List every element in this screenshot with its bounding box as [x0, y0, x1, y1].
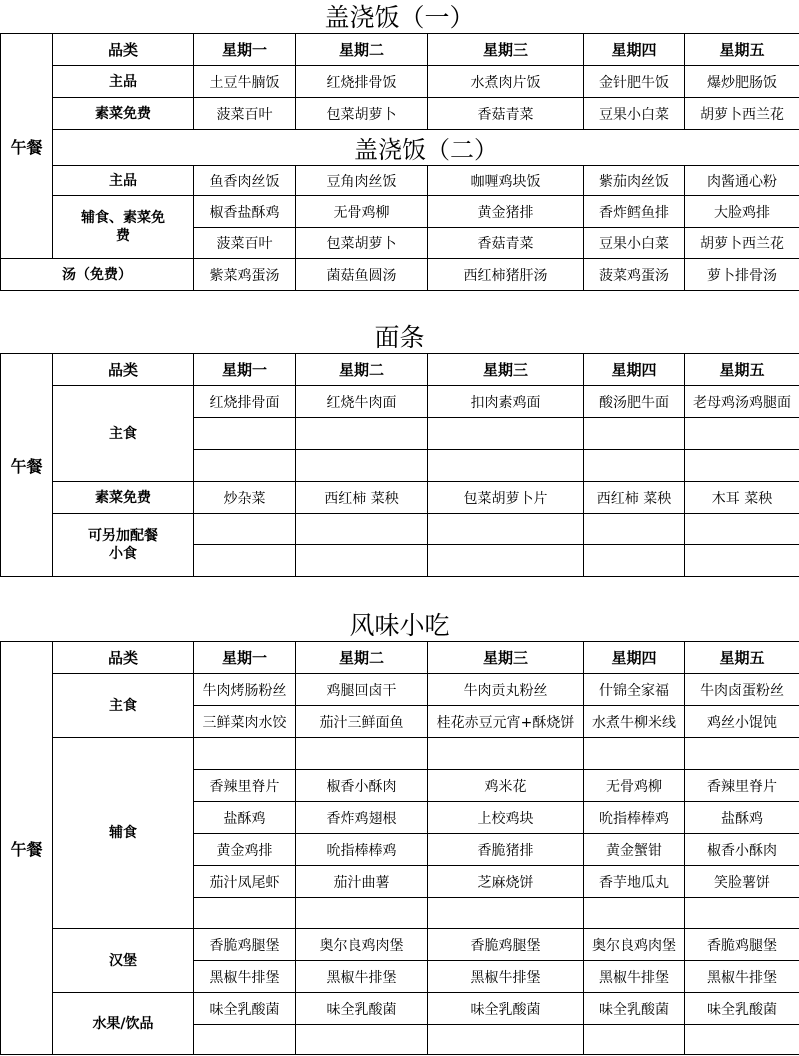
menu-cell: 椒香小酥肉 — [296, 770, 428, 802]
noodles-title: 面条 — [374, 323, 425, 352]
menu-cell — [685, 418, 799, 450]
menu-cell: 上校鸡块 — [428, 802, 584, 834]
menu-cell: 咖喱鸡块饭 — [428, 166, 584, 196]
row-label: 辅食 — [53, 738, 194, 929]
menu-cell: 鱼香肉丝饭 — [194, 166, 296, 196]
menu-cell: 芝麻烧饼 — [428, 866, 584, 898]
header-wednesday: 星期三 — [428, 642, 584, 674]
menu-cell: 无骨鸡柳 — [584, 770, 685, 802]
menu-cell: 香脆鸡腿堡 — [685, 929, 799, 961]
menu-cell: 肉酱通心粉 — [685, 166, 799, 196]
menu-cell: 水煮牛柳米线 — [584, 706, 685, 738]
menu-cell: 味全乳酸菌 — [685, 993, 799, 1025]
menu-cell: 香菇青菜 — [428, 98, 584, 130]
menu-cell: 包菜胡萝卜片 — [428, 482, 584, 514]
header-tuesday: 星期二 — [296, 642, 428, 674]
header-wednesday: 星期三 — [428, 34, 584, 66]
menu-cell — [428, 545, 584, 577]
menu-cell: 盐酥鸡 — [194, 802, 296, 834]
menu-cell: 茄汁三鲜面鱼 — [296, 706, 428, 738]
menu-cell: 鸡腿回卤干 — [296, 674, 428, 706]
menu-cell: 黑椒牛排堡 — [194, 961, 296, 993]
menu-cell: 金针肥牛饭 — [584, 66, 685, 98]
menu-cell: 萝卜排骨汤 — [685, 259, 799, 291]
menu-cell: 香辣里脊片 — [194, 770, 296, 802]
header-category: 品类 — [53, 354, 194, 386]
menu-cell: 牛肉贡丸粉丝 — [428, 674, 584, 706]
menu-cell: 菌菇鱼圆汤 — [296, 259, 428, 291]
header-friday: 星期五 — [685, 34, 799, 66]
menu-cell: 西红柿 菜秧 — [296, 482, 428, 514]
header-monday: 星期一 — [194, 34, 296, 66]
menu-cell: 味全乳酸菌 — [428, 993, 584, 1025]
row-label: 主食 — [53, 386, 194, 482]
header-monday: 星期一 — [194, 354, 296, 386]
menu-cell — [584, 545, 685, 577]
header-tuesday: 星期二 — [296, 354, 428, 386]
menu-cell: 香芋地瓜丸 — [584, 866, 685, 898]
header-category: 品类 — [53, 642, 194, 674]
menu-cell: 牛肉烤肠粉丝 — [194, 674, 296, 706]
menu-cell: 味全乳酸菌 — [296, 993, 428, 1025]
menu-cell: 豆果小白菜 — [584, 228, 685, 259]
snacks-table — [0, 641, 799, 1055]
menu-cell: 紫茄肉丝饭 — [584, 166, 685, 196]
menu-cell — [296, 898, 428, 929]
menu-cell: 桂花赤豆元宵+酥烧饼 — [428, 706, 584, 738]
gaijiao-table — [0, 33, 799, 291]
menu-cell: 菠菜鸡蛋汤 — [584, 259, 685, 291]
menu-cell — [584, 514, 685, 545]
menu-cell: 黄金猪排 — [428, 196, 584, 228]
menu-cell — [194, 450, 296, 482]
menu-cell: 西红柿猪肝汤 — [428, 259, 584, 291]
menu-cell — [296, 450, 428, 482]
menu-cell — [685, 738, 799, 770]
menu-cell — [584, 738, 685, 770]
menu-cell: 香炸鳕鱼排 — [584, 196, 685, 228]
menu-cell: 菠菜百叶 — [194, 228, 296, 259]
header-category: 品类 — [53, 34, 194, 66]
menu-cell: 三鲜菜肉水饺 — [194, 706, 296, 738]
side-label-text: 辅食、素菜免费 — [81, 210, 165, 244]
noodles-table — [0, 353, 799, 577]
menu-cell: 牛肉卤蛋粉丝 — [685, 674, 799, 706]
gaijiao1-title: 盖浇饭（一） — [324, 3, 475, 32]
menu-cell: 爆炒肥肠饭 — [685, 66, 799, 98]
menu-cell: 豆角肉丝饭 — [296, 166, 428, 196]
row-label: 素菜免费 — [53, 98, 194, 130]
menu-cell: 水煮肉片饭 — [428, 66, 584, 98]
lunch-label: 午餐 — [1, 642, 53, 1055]
header-wednesday: 星期三 — [428, 354, 584, 386]
menu-cell: 大脸鸡排 — [685, 196, 799, 228]
lunch-label: 午餐 — [1, 34, 53, 259]
menu-cell: 鸡丝小馄饨 — [685, 706, 799, 738]
menu-cell: 黑椒牛排堡 — [584, 961, 685, 993]
menu-cell — [584, 450, 685, 482]
soup-label: 汤（免费） — [1, 259, 194, 291]
header-thursday: 星期四 — [584, 642, 685, 674]
header-friday: 星期五 — [685, 354, 799, 386]
menu-cell: 黑椒牛排堡 — [685, 961, 799, 993]
menu-cell: 紫菜鸡蛋汤 — [194, 259, 296, 291]
menu-cell: 木耳 菜秧 — [685, 482, 799, 514]
menu-cell: 豆果小白菜 — [584, 98, 685, 130]
menu-cell: 胡萝卜西兰花 — [685, 228, 799, 259]
menu-cell: 黑椒牛排堡 — [428, 961, 584, 993]
menu-cell: 老母鸡汤鸡腿面 — [685, 386, 799, 418]
menu-cell: 吮指棒棒鸡 — [584, 802, 685, 834]
menu-cell — [584, 418, 685, 450]
menu-cell: 盐酥鸡 — [685, 802, 799, 834]
snacks-title: 风味小吃 — [349, 611, 450, 640]
header-monday: 星期一 — [194, 642, 296, 674]
menu-cell: 味全乳酸菌 — [194, 993, 296, 1025]
menu-cell — [428, 738, 584, 770]
menu-cell — [194, 898, 296, 929]
menu-cell — [685, 898, 799, 929]
menu-cell: 香脆鸡腿堡 — [428, 929, 584, 961]
menu-cell: 扣肉素鸡面 — [428, 386, 584, 418]
menu-cell: 炒杂菜 — [194, 482, 296, 514]
menu-cell — [194, 1025, 296, 1055]
menu-cell — [685, 450, 799, 482]
menu-cell: 黑椒牛排堡 — [296, 961, 428, 993]
menu-cell: 红烧排骨饭 — [296, 66, 428, 98]
row-label — [53, 514, 194, 577]
menu-cell — [584, 898, 685, 929]
menu-cell — [685, 514, 799, 545]
menu-cell: 红烧排骨面 — [194, 386, 296, 418]
menu-cell: 香辣里脊片 — [685, 770, 799, 802]
menu-cell — [428, 898, 584, 929]
menu-cell: 奥尔良鸡肉堡 — [584, 929, 685, 961]
menu-cell — [194, 545, 296, 577]
menu-cell: 吮指棒棒鸡 — [296, 834, 428, 866]
menu-cell: 椒香小酥肉 — [685, 834, 799, 866]
menu-cell: 香菇青菜 — [428, 228, 584, 259]
menu-cell: 香脆猪排 — [428, 834, 584, 866]
menu-cell: 什锦全家福 — [584, 674, 685, 706]
menu-cell: 茄汁曲薯 — [296, 866, 428, 898]
row-label: 素菜免费 — [53, 482, 194, 514]
menu-cell — [685, 545, 799, 577]
menu-cell: 茄汁凤尾虾 — [194, 866, 296, 898]
menu-cell — [584, 1025, 685, 1055]
menu-cell: 西红柿 菜秧 — [584, 482, 685, 514]
row-label: 主品 — [53, 66, 194, 98]
header-friday: 星期五 — [685, 642, 799, 674]
menu-cell: 无骨鸡柳 — [296, 196, 428, 228]
extra-label-text: 可另加配餐小食 — [88, 528, 158, 562]
menu-cell — [296, 418, 428, 450]
menu-cell — [428, 514, 584, 545]
menu-cell: 香脆鸡腿堡 — [194, 929, 296, 961]
menu-cell: 奥尔良鸡肉堡 — [296, 929, 428, 961]
menu-cell: 鸡米花 — [428, 770, 584, 802]
menu-cell: 菠菜百叶 — [194, 98, 296, 130]
menu-cell: 笑脸薯饼 — [685, 866, 799, 898]
menu-cell: 包菜胡萝卜 — [296, 228, 428, 259]
row-label: 水果/饮品 — [53, 993, 194, 1055]
lunch-label: 午餐 — [1, 354, 53, 577]
menu-cell — [296, 1025, 428, 1055]
menu-cell: 香炸鸡翅根 — [296, 802, 428, 834]
menu-cell — [428, 450, 584, 482]
menu-cell: 黄金蟹钳 — [584, 834, 685, 866]
row-label: 主食 — [53, 674, 194, 738]
menu-cell — [194, 514, 296, 545]
menu-cell — [296, 545, 428, 577]
header-tuesday: 星期二 — [296, 34, 428, 66]
menu-cell: 味全乳酸菌 — [584, 993, 685, 1025]
menu-cell — [296, 738, 428, 770]
gaijiao2-title: 盖浇饭（二） — [53, 130, 799, 166]
header-thursday: 星期四 — [584, 34, 685, 66]
menu-cell — [194, 738, 296, 770]
menu-cell: 酸汤肥牛面 — [584, 386, 685, 418]
menu-cell — [296, 514, 428, 545]
menu-cell: 红烧牛肉面 — [296, 386, 428, 418]
header-thursday: 星期四 — [584, 354, 685, 386]
menu-cell — [428, 1025, 584, 1055]
row-label: 汉堡 — [53, 929, 194, 993]
menu-cell: 土豆牛腩饭 — [194, 66, 296, 98]
menu-cell — [685, 1025, 799, 1055]
menu-cell: 包菜胡萝卜 — [296, 98, 428, 130]
menu-cell: 胡萝卜西兰花 — [685, 98, 799, 130]
menu-cell — [194, 418, 296, 450]
menu-cell: 黄金鸡排 — [194, 834, 296, 866]
menu-cell: 椒香盐酥鸡 — [194, 196, 296, 228]
row-label: 主品 — [53, 166, 194, 196]
menu-cell — [428, 418, 584, 450]
row-label — [53, 196, 194, 259]
